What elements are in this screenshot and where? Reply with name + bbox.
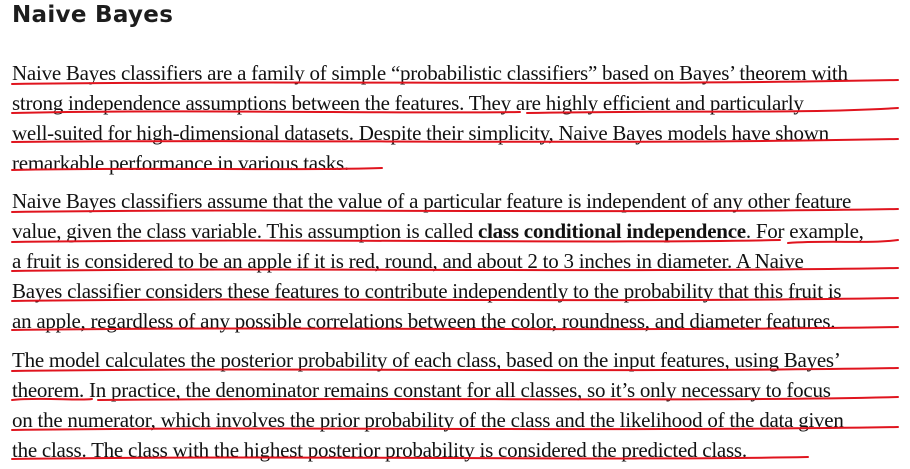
bold-term: class conditional independence <box>478 219 746 243</box>
text-line: Naive Bayes classifiers are a family of simple “probabilistic classifiers” based on Bayes’ theorem with <box>12 61 848 85</box>
paragraph-2 <box>12 186 902 336</box>
text-line: The model calculates the posterior probability of each class, based on the input features, using Bayes’ <box>12 348 841 372</box>
text-line: Naive Bayes classifiers assume that the value of a particular feature is independent of any other feature <box>12 189 852 213</box>
text-line: Bayes classifier considers these features to contribute independently to the probability that this fruit is <box>12 279 842 303</box>
text-line: well-suited for high-dimensional datasets. Despite their simplicity, Naive Bayes models have shown <box>12 121 829 145</box>
paragraph-1 <box>12 58 902 178</box>
text-line: remarkable performance in various tasks. <box>12 151 349 175</box>
text-line: the class. The class with the highest posterior probability is considered the predicted class. <box>12 438 747 462</box>
text-line: value, given the class variable. This assumption is called class conditional independence. For example, <box>12 219 864 243</box>
section-title: Naive Bayes <box>12 2 174 28</box>
text-line: a fruit is considered to be an apple if it is red, round, and about 2 to 3 inches in diameter. A Naive <box>12 249 804 273</box>
text-line: an apple, regardless of any possible correlations between the color, roundness, and diameter features. <box>12 309 836 333</box>
text-line: theorem. In practice, the denominator remains constant for all classes, so it’s only necessary to focus <box>12 378 831 402</box>
text-line: on the numerator, which involves the prior probability of the class and the likelihood of the data given <box>12 408 844 432</box>
paragraph-3 <box>12 345 902 465</box>
text-line: strong independence assumptions between the features. They are highly efficient and particularly <box>12 91 804 115</box>
